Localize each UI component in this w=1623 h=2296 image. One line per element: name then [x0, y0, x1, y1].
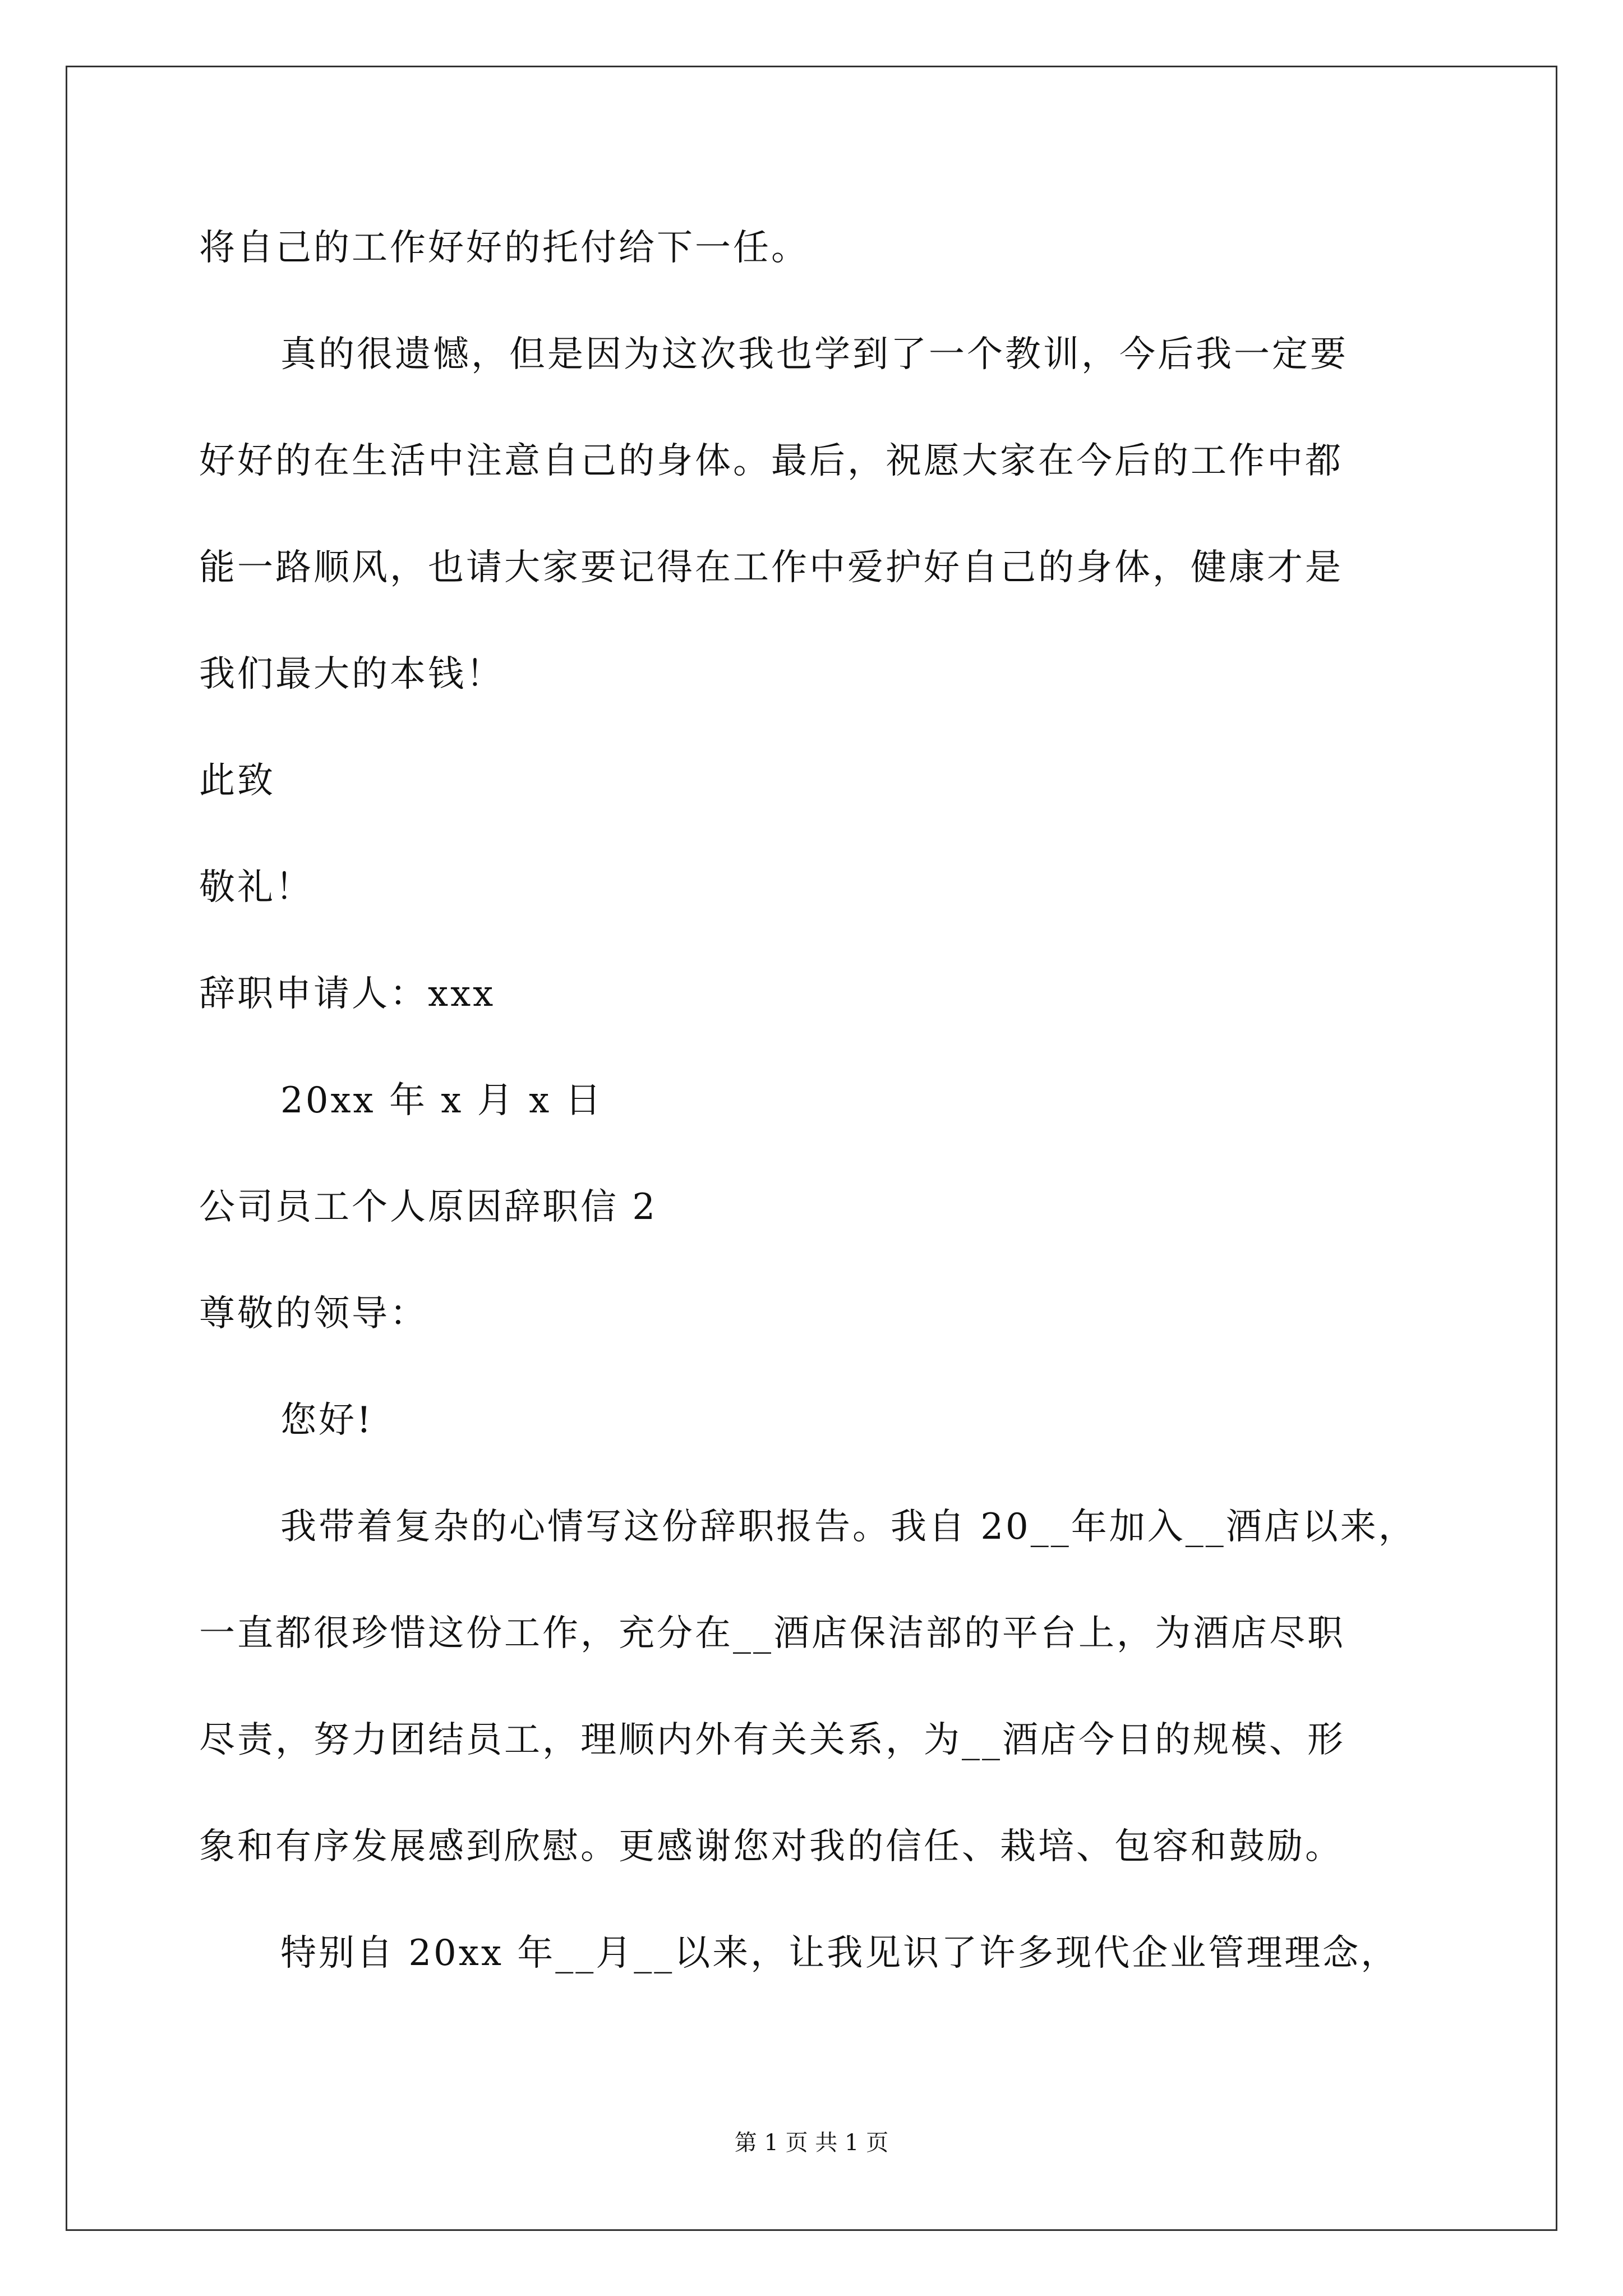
closing-phrase: 此致 — [199, 760, 275, 802]
text-line-13: 我带着复杂的心情写这份辞职报告。我自 20__年加入__酒店以来， — [280, 1506, 1417, 1548]
greeting-addressee: 尊敬的领导： — [199, 1293, 428, 1335]
text-line-14: 一直都很珍惜这份工作，充分在__酒店保洁部的平台上，为酒店尽职 — [199, 1613, 1345, 1654]
page-footer: 第 1 页 共 1 页 — [734, 2130, 889, 2156]
section-title: 公司员工个人原因辞职信 2 — [199, 1186, 658, 1228]
text-line-2: 真的很遗憾，但是因为这次我也学到了一个教训，今后我一定要 — [280, 334, 1348, 375]
page-frame — [66, 66, 1557, 2231]
text-line-1: 将自己的工作好好的托付给下一任。 — [199, 227, 809, 269]
applicant-signature: 辞职申请人：xxx — [199, 973, 496, 1015]
salutation-respect: 敬礼！ — [199, 867, 313, 908]
text-line-5: 我们最大的本钱！ — [199, 654, 504, 695]
text-line-17: 特别自 20xx 年__月__以来，让我见识了许多现代企业管理理念， — [280, 1932, 1399, 1974]
greeting-hello: 您好! — [280, 1400, 374, 1441]
text-line-4: 能一路顺风，也请大家要记得在工作中爱护好自己的身体，健康才是 — [199, 547, 1343, 588]
text-line-16: 象和有序发展感到欣慰。更感谢您对我的信任、栽培、包容和鼓励。 — [199, 1826, 1343, 1867]
text-line-15: 尽责，努力团结员工，理顺内外有关关系，为__酒店今日的规模、形 — [199, 1719, 1345, 1761]
text-line-3: 好好的在生活中注意自己的身体。最后，祝愿大家在今后的工作中都 — [199, 440, 1343, 482]
letter-date: 20xx 年 x 月 x 日 — [280, 1080, 603, 1121]
